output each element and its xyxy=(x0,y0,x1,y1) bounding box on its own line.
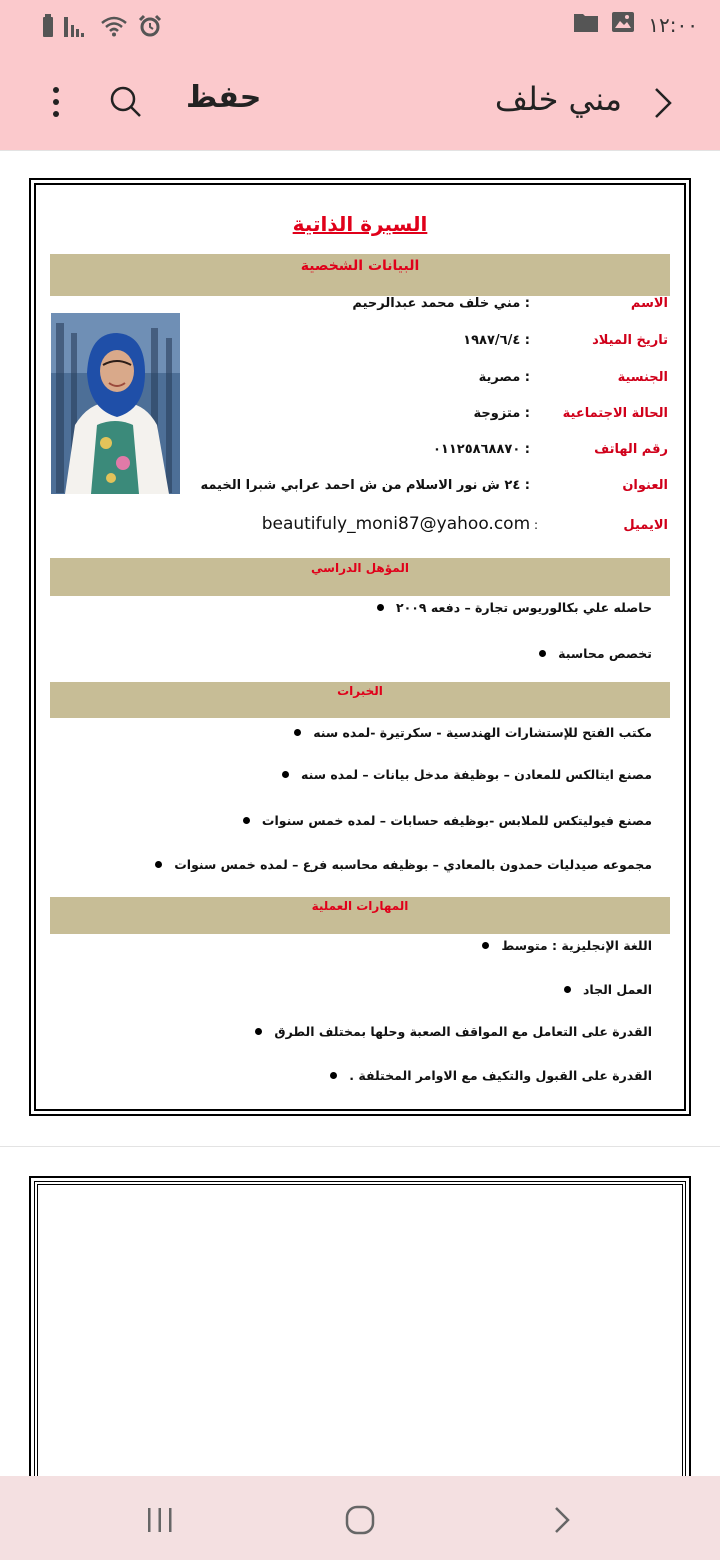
section-heading-personal: البيانات الشخصية xyxy=(300,258,420,274)
status-time: ١٢:٠٠ xyxy=(648,12,698,37)
bullet-icon xyxy=(282,771,289,778)
bullet-icon xyxy=(330,1072,337,1079)
list-item: حاصله علي بكالوريوس تجارة – دفعه ٢٠٠٩ xyxy=(377,600,652,615)
more-options-button[interactable] xyxy=(44,82,68,122)
field-label-phone: رقم الهاتف xyxy=(594,442,668,457)
field-label-address: العنوان xyxy=(622,478,668,493)
alarm-icon xyxy=(138,14,162,42)
field-label-name: الاسم xyxy=(630,296,668,311)
list-item: القدرة على التعامل مع المواقف الصعبة وحلها بمختلف الطرق xyxy=(255,1024,652,1039)
navigation-bar xyxy=(0,1476,720,1560)
recent-apps-button[interactable] xyxy=(140,1500,180,1540)
cv-title: السيرة الذاتية xyxy=(292,212,428,236)
list-item: القدرة على القبول والتكيف مع الاوامر المختلفة . xyxy=(330,1068,652,1083)
document-page-2[interactable] xyxy=(29,1176,691,1496)
list-item: مكتب الفتح للإستشارات الهندسية - سكرتيرة -لمده سنه xyxy=(294,725,652,740)
field-value-name: : مني خلف محمد عبدالرحيم xyxy=(352,296,530,311)
section-heading-experience: الخبرات xyxy=(337,684,383,698)
section-band-skills xyxy=(50,897,670,934)
more-vert-icon xyxy=(44,82,68,122)
section-band-personal xyxy=(50,254,670,296)
field-value-phone: : ٠١١٢٥٨٦٨٨٧٠ xyxy=(432,442,530,457)
divider xyxy=(0,150,720,151)
list-item: مصنع فيوليتكس للملابس -بوظيفه حسابات – لمده خمس سنوات xyxy=(243,813,652,828)
chevron-right-icon xyxy=(648,84,678,122)
signal-icon xyxy=(64,15,90,41)
bullet-icon xyxy=(377,604,384,611)
profile-photo xyxy=(51,313,180,494)
back-nav-button[interactable] xyxy=(542,1500,582,1540)
bullet-icon xyxy=(564,986,571,993)
recent-apps-icon xyxy=(140,1500,180,1540)
search-button[interactable] xyxy=(106,82,146,122)
bullet-icon xyxy=(255,1028,262,1035)
field-value-nationality: : مصرية xyxy=(478,370,530,385)
search-icon xyxy=(106,82,146,122)
field-value-email: beautifuly_moni87@yahoo.com : xyxy=(261,514,538,534)
list-item: تخصص محاسبة xyxy=(539,646,652,661)
bullet-icon xyxy=(243,817,250,824)
save-button[interactable]: حفظ xyxy=(186,80,262,115)
page-title: مني خلف xyxy=(494,80,622,118)
page-divider xyxy=(0,1146,720,1147)
section-heading-skills: المهارات العملية xyxy=(311,899,409,913)
list-item: العمل الجاد xyxy=(564,982,652,997)
wifi-icon xyxy=(100,15,128,41)
field-label-birthdate: تاريخ الميلاد xyxy=(592,333,668,348)
home-button[interactable] xyxy=(340,1500,380,1540)
section-band-education xyxy=(50,558,670,596)
bullet-icon xyxy=(539,650,546,657)
field-label-email: الايميل xyxy=(623,518,668,533)
battery-icon xyxy=(42,14,54,42)
folder-icon xyxy=(574,12,598,37)
bullet-icon xyxy=(294,729,301,736)
page-border-inner xyxy=(37,1184,683,1496)
list-item: مجموعه صيدليات حمدون بالمعادي – بوظيفه محاسبه فرع – لمده خمس سنوات xyxy=(155,857,652,872)
app-bar xyxy=(0,56,720,150)
list-item: اللغة الإنجليزية : متوسط xyxy=(482,938,652,953)
list-item: مصنع ايتالكس للمعادن – بوظيفة مدخل بيانات – لمده سنه xyxy=(282,767,652,782)
image-icon xyxy=(612,12,634,37)
section-heading-education: المؤهل الدراسي xyxy=(311,561,409,575)
bullet-icon xyxy=(482,942,489,949)
back-button[interactable] xyxy=(648,84,678,122)
field-value-birthdate: : ١٩٨٧/٦/٤ xyxy=(463,333,530,348)
chevron-right-icon xyxy=(542,1500,582,1540)
field-label-marital-status: الحالة الاجتماعية xyxy=(562,406,668,421)
section-band-experience xyxy=(50,682,670,718)
bullet-icon xyxy=(155,861,162,868)
field-label-nationality: الجنسية xyxy=(617,370,668,385)
field-value-address: : ٢٤ ش نور الاسلام من ش احمد عرابي شبرا الخيمه xyxy=(200,478,530,493)
email-text: beautifuly_moni87@yahoo.com xyxy=(261,514,531,534)
field-value-marital-status: : متزوجة xyxy=(473,406,530,421)
home-icon xyxy=(340,1500,380,1540)
status-bar xyxy=(0,0,720,56)
